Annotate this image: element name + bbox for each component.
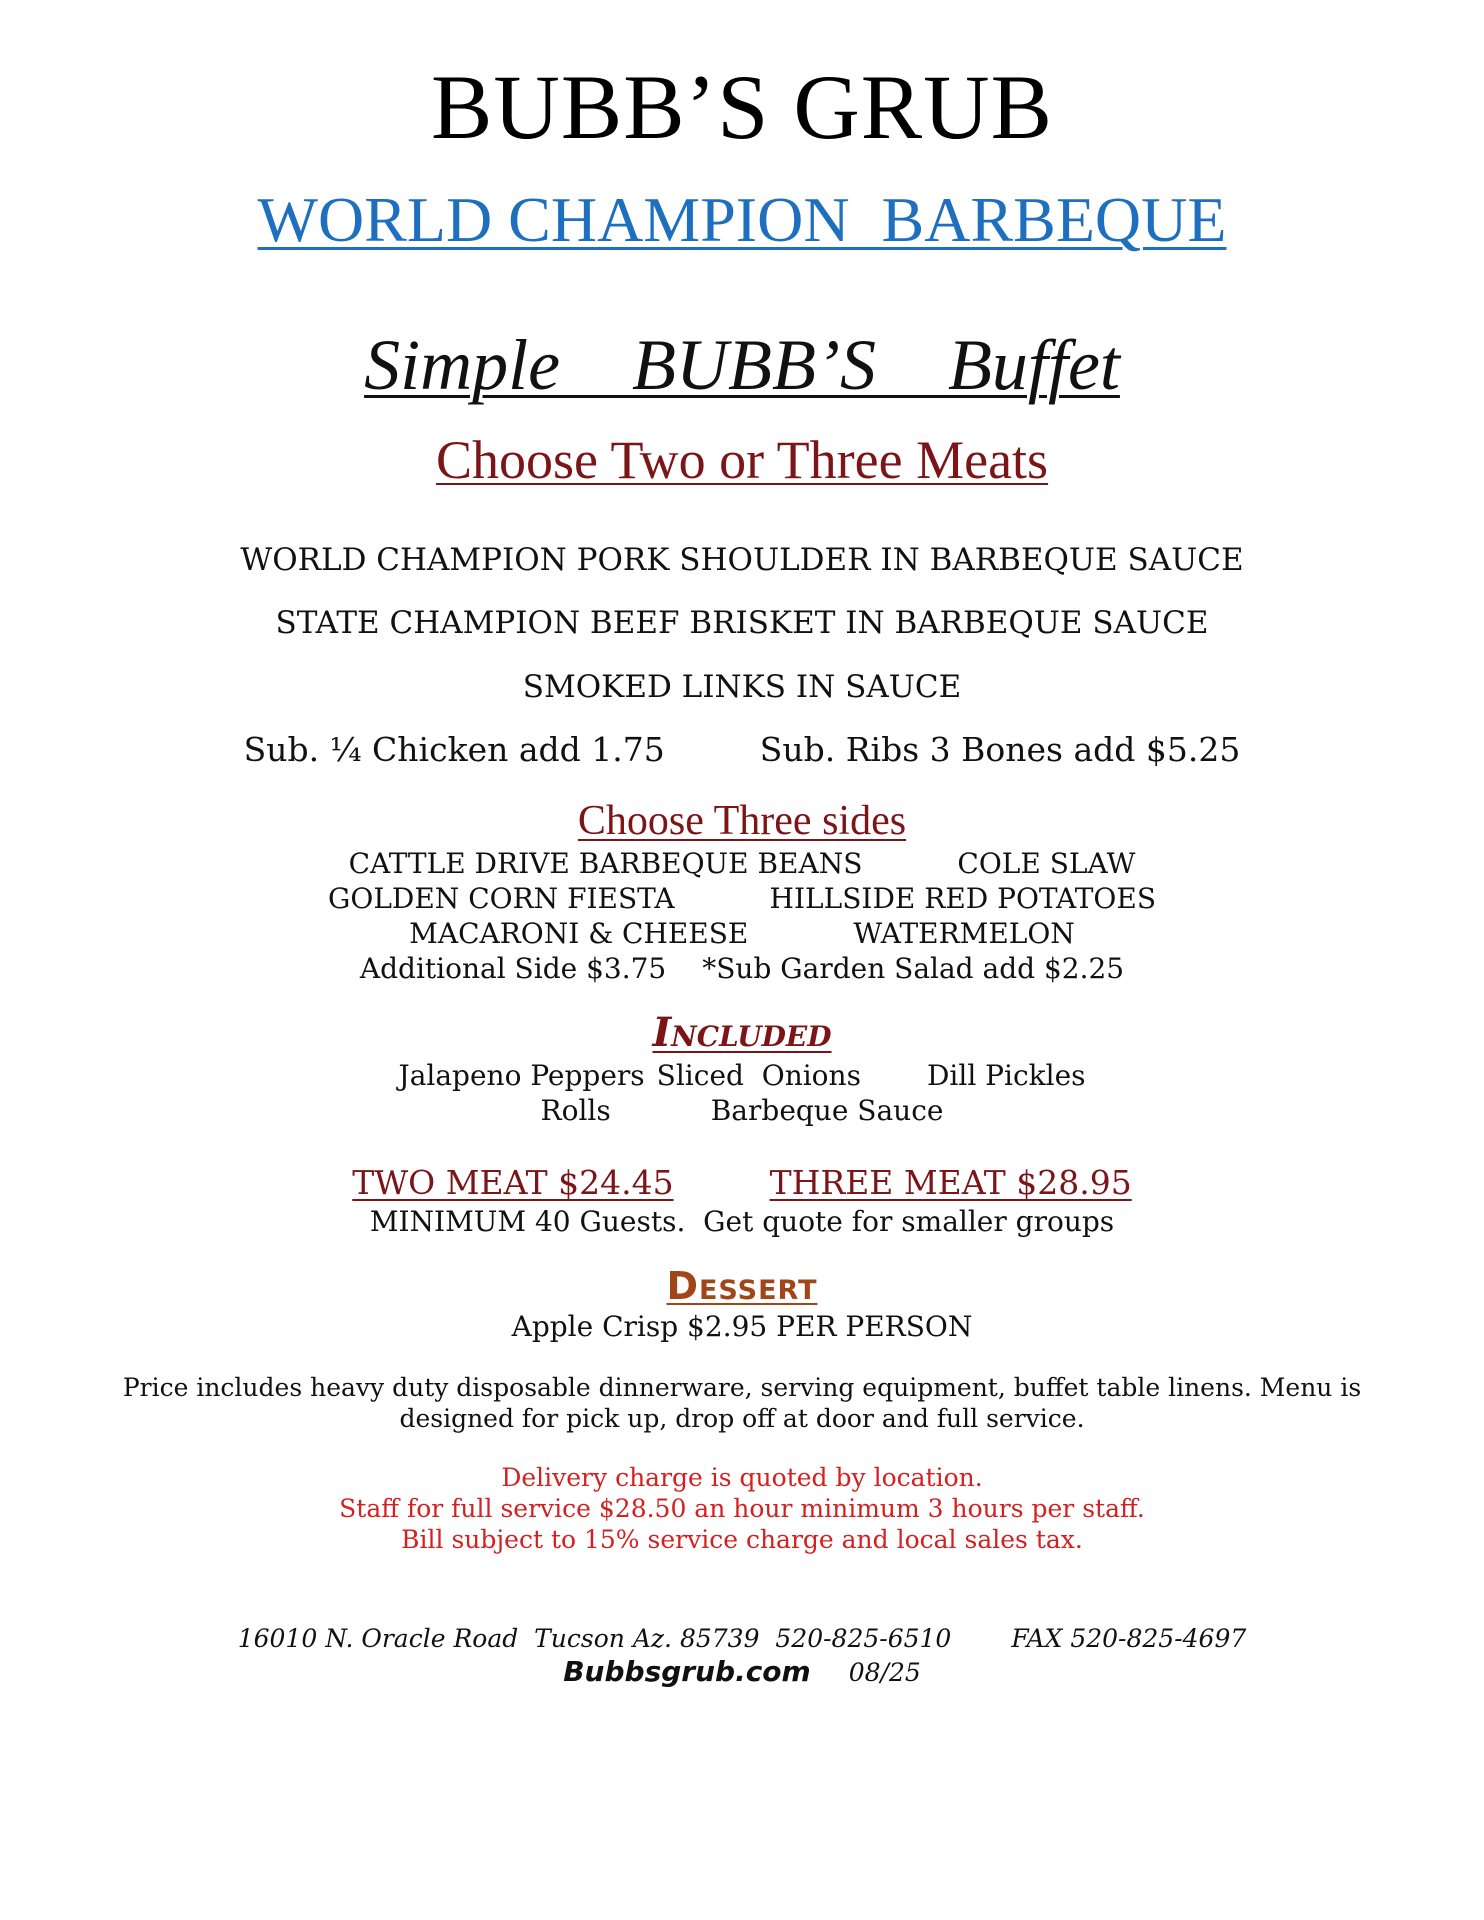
fax: FAX 520-825-4697 xyxy=(1011,1624,1247,1653)
tagline-text: WORLD CHAMPION BARBEQUE xyxy=(257,184,1227,255)
side-item: WATERMELON xyxy=(853,917,1075,950)
included-item: Sliced Onions xyxy=(656,1059,861,1092)
address: 16010 N. Oracle Road Tucson Az. 85739 520-825-6510 xyxy=(237,1624,952,1653)
substitutions xyxy=(0,728,1484,772)
meat-item: SMOKED LINKS IN SAUCE xyxy=(522,669,962,705)
dessert-heading xyxy=(0,1263,1484,1309)
tagline xyxy=(0,182,1484,258)
sides-heading xyxy=(0,796,1484,846)
included-row xyxy=(0,1058,1484,1094)
footer-web-row xyxy=(0,1655,1484,1690)
service-charge-note: Bill subject to 15% service charge and local sales tax. xyxy=(401,1525,1083,1554)
included-item: Jalapeno Peppers xyxy=(398,1059,645,1092)
sides-heading-text: Choose Three sides xyxy=(577,798,907,844)
sides-row xyxy=(0,881,1484,917)
revision-date: 08/25 xyxy=(848,1658,921,1687)
side-item: HILLSIDE RED POTATOES xyxy=(769,882,1156,915)
website-link[interactable]: Bubbsgrub.com xyxy=(563,1655,811,1688)
meat-item: WORLD CHAMPION PORK SHOULDER IN BARBEQUE SAUCE xyxy=(240,542,1244,578)
brand-name: BUBB’S GRUB xyxy=(431,56,1053,158)
meats-heading-text: Choose Two or Three Meats xyxy=(435,430,1049,490)
sides-row xyxy=(0,951,1484,987)
included-item: Barbeque Sauce xyxy=(710,1094,944,1127)
footer-address-row xyxy=(0,1623,1484,1655)
included-heading-text: Included xyxy=(652,1009,832,1056)
additional-side: Additional Side $3.75 xyxy=(359,952,667,985)
buffet-title-text: Simple BUBB’S Buffet xyxy=(364,325,1120,405)
sides-row xyxy=(0,846,1484,882)
dessert-item: Apple Crisp $2.95 PER PERSON xyxy=(511,1310,973,1343)
sides-row xyxy=(0,916,1484,952)
dessert-heading-text: Dessert xyxy=(666,1264,818,1308)
included-item: Rolls xyxy=(540,1094,611,1127)
delivery-note: Delivery charge is quoted by location. xyxy=(501,1463,983,1492)
three-meat-price: THREE MEAT $28.95 xyxy=(769,1163,1132,1202)
meat-item: STATE CHAMPION BEEF BRISKET IN BARBEQUE SAUCE xyxy=(275,605,1209,641)
garden-salad-sub: *Sub Garden Salad add $2.25 xyxy=(702,952,1125,985)
minimum-guests: MINIMUM 40 Guests. Get quote for smaller groups xyxy=(369,1205,1115,1238)
staff-note: Staff for full service $28.50 an hour minimum 3 hours per staff. xyxy=(339,1494,1145,1523)
price-row xyxy=(0,1162,1484,1204)
meats-heading xyxy=(0,428,1484,492)
included-item: Dill Pickles xyxy=(926,1059,1086,1092)
two-meat-price: TWO MEAT $24.45 xyxy=(352,1163,674,1202)
included-heading xyxy=(0,1008,1484,1058)
policy-text: Price includes heavy duty disposable dinnerware, serving equipment, buffet table linens. Menu is designed for pick up, drop off at door and full service. xyxy=(122,1373,1362,1433)
side-item: GOLDEN CORN FIESTA xyxy=(328,882,675,915)
sub-chicken: Sub. ¼ Chicken add 1.75 xyxy=(243,730,665,769)
side-item: MACARONI & CHEESE xyxy=(409,917,749,950)
side-item: COLE SLAW xyxy=(957,847,1136,880)
included-row xyxy=(0,1093,1484,1129)
sub-ribs: Sub. Ribs 3 Bones add $5.25 xyxy=(759,730,1241,769)
buffet-title xyxy=(0,322,1484,408)
side-item: CATTLE DRIVE BARBEQUE BEANS xyxy=(348,847,863,880)
